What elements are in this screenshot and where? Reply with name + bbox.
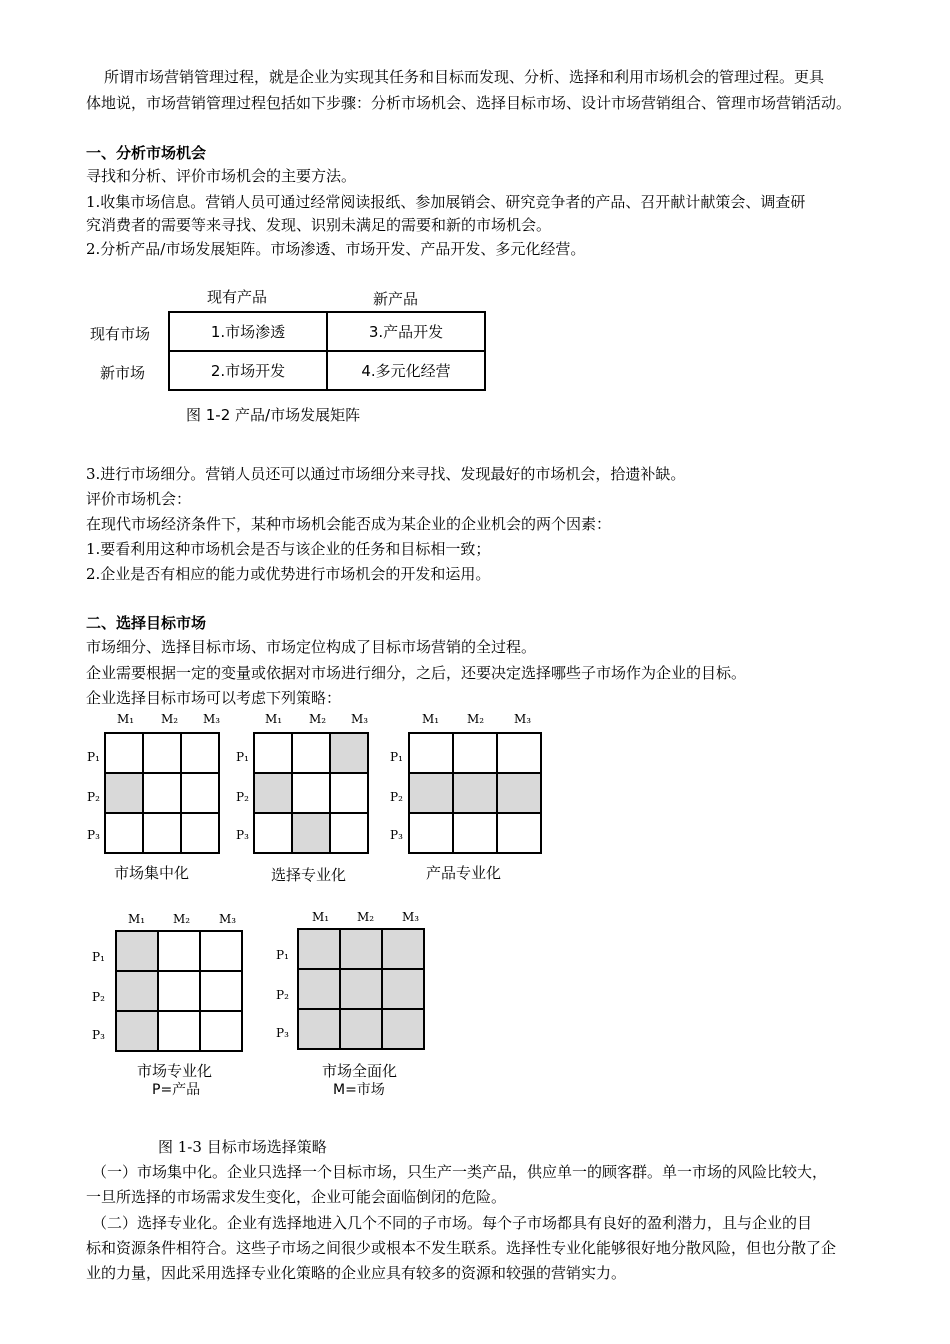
- closing-para-a1: （一）市场集中化。企业只选择一个目标市场，只生产一类产品，供应单一的顾客群。单一市场的风险比较大，: [92, 1163, 828, 1181]
- closing-para-b1: （二）选择专业化。企业有选择地进入几个不同的子市场。每个子市场都具有良好的盈利潜力，且与企业的目: [92, 1214, 813, 1232]
- m2-label: M₂: [173, 912, 191, 926]
- figure-1-2-caption: 图 1-2 产品/市场发展矩阵: [186, 406, 361, 424]
- grid-5-note: M=市场: [333, 1082, 385, 1098]
- section1-heading: 一、分析市场机会: [86, 144, 207, 162]
- p3-label: P₃: [276, 1026, 289, 1040]
- p2-label: P₂: [92, 990, 105, 1004]
- m2-label: M₂: [161, 712, 179, 726]
- p2-label: P₂: [236, 790, 249, 804]
- grid-5-label: 市场全面化: [322, 1062, 398, 1080]
- section1-para-2b: 究消费者的需要等来寻找、发现、识别未满足的需要和新的市场机会。: [86, 216, 552, 234]
- p2-label: P₂: [87, 790, 100, 804]
- grid-4-note: P=产品: [152, 1082, 201, 1098]
- grid-1-label: 市场集中化: [114, 864, 190, 882]
- grid-4-cells: [115, 930, 243, 1052]
- p3-label: P₃: [236, 828, 249, 842]
- grid-2-cells: [253, 732, 369, 854]
- section1-para-3: 2.分析产品/市场发展矩阵。市场渗透、市场开发、产品开发、多元化经营。: [86, 240, 586, 258]
- m1-label: M₁: [117, 712, 135, 726]
- p1-label: P₁: [87, 750, 100, 764]
- m1-label: M₁: [422, 712, 440, 726]
- intro-line-1: 所谓市场营销管理过程，就是企业为实现其任务和目标而发现、分析、选择和利用市场机会的管理过程。更具: [104, 68, 825, 86]
- p1-label: P₁: [390, 750, 403, 764]
- grid-3-cells: [408, 732, 542, 854]
- section2-para-3: 企业选择目标市场可以考虑下列策略：: [86, 689, 342, 707]
- m2-label: M₂: [467, 712, 485, 726]
- m3-label: M₃: [402, 910, 420, 924]
- figure-1-3-caption: 图 1-3 目标市场选择策略: [158, 1138, 327, 1156]
- p1-label: P₁: [276, 948, 289, 962]
- intro-line-2: 体地说，市场营销管理过程包括如下步骤：分析市场机会、选择目标市场、设计市场营销组合、管理市场营销活动。: [86, 94, 852, 112]
- p2-label: P₂: [390, 790, 403, 804]
- matrix-cell-diversification: 4.多元化经营: [327, 351, 485, 390]
- m3-label: M₃: [514, 712, 532, 726]
- matrix-row-new: 新市场: [100, 364, 146, 382]
- m2-label: M₂: [357, 910, 375, 924]
- m1-label: M₁: [128, 912, 146, 926]
- matrix-col-new: 新产品: [373, 290, 419, 308]
- closing-para-a2: 一旦所选择的市场需求发生变化，企业可能会面临倒闭的危险。: [86, 1188, 507, 1206]
- section1-para-8: 2.企业是否有相应的能力或优势进行市场机会的开发和运用。: [86, 565, 491, 583]
- p2-label: P₂: [276, 988, 289, 1002]
- matrix-col-existing: 现有产品: [207, 288, 268, 306]
- grid-1-cells: [104, 732, 220, 854]
- section2-heading: 二、选择目标市场: [86, 614, 207, 632]
- matrix-row-existing: 现有市场: [90, 325, 151, 343]
- section1-para-4: 3.进行市场细分。营销人员还可以通过市场细分来寻找、发现最好的市场机会，拾遗补缺。: [86, 465, 686, 483]
- matrix-cell-market-dev: 2.市场开发: [169, 351, 327, 390]
- grid-4-label: 市场专业化: [137, 1062, 213, 1080]
- p1-label: P₁: [236, 750, 249, 764]
- p3-label: P₃: [87, 828, 100, 842]
- m1-label: M₁: [265, 712, 283, 726]
- section1-para-6: 在现代市场经济条件下，某种市场机会能否成为某企业的企业机会的两个因素：: [86, 515, 612, 533]
- p3-label: P₃: [92, 1028, 105, 1042]
- closing-para-b3: 业的力量，因此采用选择专业化策略的企业应具有较多的资源和较强的营销实力。: [86, 1264, 627, 1282]
- closing-para-b2: 标和资源条件相符合。这些子市场之间很少或根本不发生联系。选择性专业化能够很好地分散风险，但也分散了企: [86, 1239, 837, 1257]
- section1-para-5: 评价市场机会：: [86, 490, 192, 508]
- matrix-cell-product-dev: 3.产品开发: [327, 312, 485, 351]
- section1-para-2a: 1.收集市场信息。营销人员可通过经常阅读报纸、参加展销会、研究竞争者的产品、召开献计献策会、调查研: [86, 193, 806, 211]
- grid-2-label: 选择专业化: [271, 866, 347, 884]
- m1-label: M₁: [312, 910, 330, 924]
- matrix-cell-penetration: 1.市场渗透: [169, 312, 327, 351]
- m2-label: M₂: [309, 712, 327, 726]
- product-market-matrix: [168, 311, 486, 391]
- m3-label: M₃: [351, 712, 369, 726]
- m3-label: M₃: [219, 912, 237, 926]
- grid-3-label: 产品专业化: [426, 864, 502, 882]
- m3-label: M₃: [203, 712, 221, 726]
- section1-para-1: 寻找和分析、评价市场机会的主要方法。: [86, 167, 357, 185]
- grid-5-cells: [297, 928, 425, 1050]
- section2-para-1: 市场细分、选择目标市场、市场定位构成了目标市场营销的全过程。: [86, 638, 537, 656]
- p1-label: P₁: [92, 950, 105, 964]
- p3-label: P₃: [390, 828, 403, 842]
- section2-para-2: 企业需要根据一定的变量或依据对市场进行细分，之后，还要决定选择哪些子市场作为企业的目标。: [86, 664, 747, 682]
- section1-para-7: 1.要看利用这种市场机会是否与该企业的任务和目标相一致；: [86, 540, 491, 558]
